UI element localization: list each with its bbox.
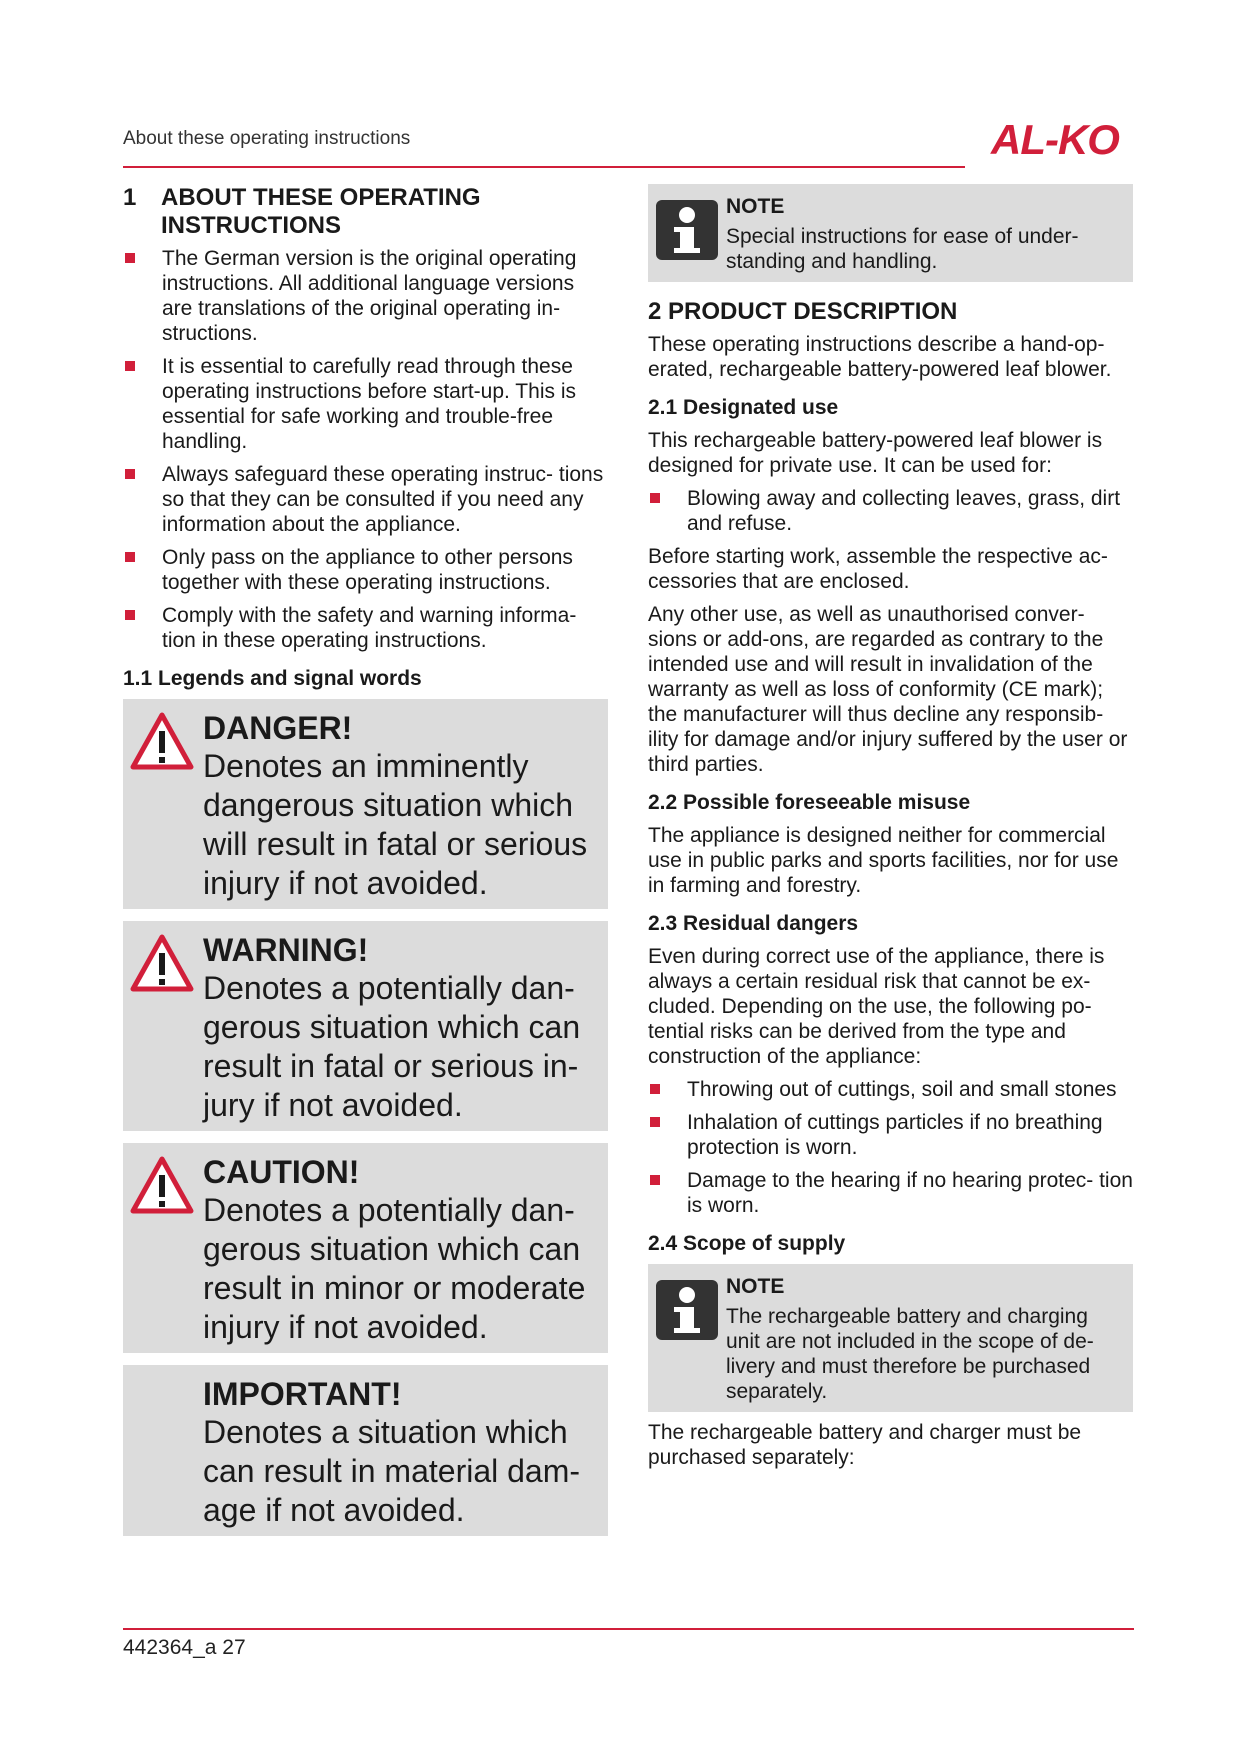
- warning-title: WARNING!: [203, 932, 369, 968]
- supply-note-text: The rechargeable battery and charging unit are not included in the scope of de- livery and must therefore be purchased separately.: [726, 1305, 1094, 1403]
- page-footer: 442364_a 27: [123, 1636, 246, 1659]
- section-1-title-line2: INSTRUCTIONS: [161, 212, 341, 239]
- list-item: Only pass on the appliance to other persons together with these operating instructions.: [123, 545, 608, 595]
- warning-triangle-icon: [129, 711, 195, 771]
- bullet-square-icon: [650, 1175, 660, 1185]
- bullet-square-icon: [125, 361, 135, 371]
- alko-logo: [975, 116, 1135, 162]
- list-item: Always safeguard these operating instruc- tions so that they can be consulted if you need any information about the appliance.: [123, 462, 608, 537]
- section-1-heading: [123, 184, 608, 240]
- bullet-square-icon: [125, 552, 135, 562]
- bullet-square-icon: [125, 253, 135, 263]
- list-item: Throwing out of cuttings, soil and small stones: [648, 1077, 1133, 1102]
- bullet-square-icon: [125, 610, 135, 620]
- warning-triangle-icon: [129, 933, 195, 993]
- residual-dangers-para: Even during correct use of the appliance, there is always a certain residual risk that cannot be ex- cluded. Depending on the use, the following po- tential risks can be derived from the type and construction of the appliance:: [648, 945, 1105, 1068]
- important-title: IMPORTANT!: [203, 1376, 402, 1412]
- section-1-title-line1: ABOUT THESE OPERATING: [161, 184, 481, 211]
- note-text: Special instructions for ease of under- standing and handling.: [726, 225, 1079, 273]
- list-item: Comply with the safety and warning informa- tion in these operating instructions.: [123, 603, 608, 653]
- residual-dangers-bullets: [648, 1077, 1133, 1218]
- list-item: It is essential to carefully read through these operating instructions before start-up. This is essential for safe working and trouble-free handling.: [123, 354, 608, 454]
- logo-text: AL-KO: [991, 116, 1119, 162]
- list-item: The German version is the original operating instructions. All additional language versions are translations of the original operating in- structions.: [123, 246, 608, 346]
- warning-text: Denotes a potentially dan- gerous situation which can result in fatal or serious in- jury if not avoided.: [203, 970, 581, 1123]
- subsection-2-2-heading: 2.2 Possible foreseeable misuse: [648, 791, 971, 814]
- caution-box: [123, 1143, 608, 1353]
- footer-rule: [123, 1628, 1134, 1630]
- important-text: Denotes a situation which can result in material dam- age if not avoided.: [203, 1414, 581, 1528]
- misuse-para: The appliance is designed neither for commercial use in public parks and sports facilities, nor for use in farming and forestry.: [648, 824, 1119, 897]
- supply-note-title: NOTE: [726, 1275, 785, 1298]
- section-2-intro: These operating instructions describe a hand-op- erated, rechargeable battery-powered leaf blower.: [648, 333, 1112, 381]
- right-column: [648, 184, 1133, 1478]
- list-item: Inhalation of cuttings particles if no breathing protection is worn.: [648, 1110, 1133, 1160]
- subsection-2-4-heading: 2.4 Scope of supply: [648, 1232, 846, 1255]
- danger-box: [123, 699, 608, 909]
- supply-para: The rechargeable battery and charger must be purchased separately:: [648, 1421, 1082, 1469]
- supply-note-box: [648, 1264, 1133, 1412]
- designated-use-para2: Before starting work, assemble the respective ac- cessories that are enclosed.: [648, 545, 1108, 593]
- designated-use-bullets: [648, 486, 1133, 536]
- header-rule: [123, 166, 965, 168]
- bullet-square-icon: [650, 493, 660, 503]
- important-box: [123, 1365, 608, 1536]
- designated-use-para3: Any other use, as well as unauthorised conver- sions or add-ons, are regarded as contrary to the intended use and will result in invalidation of the warranty as well as loss of conformity (CE mark); the manufacturer will thus decline any responsib- ility for damage and/or injury suffered by the user or third parties.: [648, 603, 1128, 776]
- info-icon: [654, 1278, 720, 1342]
- left-column: [123, 184, 608, 1548]
- caution-title: CAUTION!: [203, 1154, 360, 1190]
- note-box: [648, 184, 1133, 282]
- danger-title: DANGER!: [203, 710, 353, 746]
- warning-box: [123, 921, 608, 1131]
- caution-text: Denotes a potentially dan- gerous situation which can result in minor or moderate injury if not avoided.: [203, 1192, 586, 1345]
- bullet-square-icon: [650, 1084, 660, 1094]
- list-item: Blowing away and collecting leaves, grass, dirt and refuse.: [648, 486, 1133, 536]
- section-1-number: 1: [123, 184, 137, 211]
- bullet-square-icon: [650, 1117, 660, 1127]
- info-icon: [654, 198, 720, 262]
- section-2-heading: 2 PRODUCT DESCRIPTION: [648, 298, 958, 325]
- subsection-1-1-heading: 1.1 Legends and signal words: [123, 667, 422, 690]
- designated-use-para1: This rechargeable battery-powered leaf blower is designed for private use. It can be used for:: [648, 429, 1103, 477]
- warning-triangle-icon: [129, 1155, 195, 1215]
- section-1-bullets: [123, 246, 608, 653]
- subsection-2-1-heading: 2.1 Designated use: [648, 396, 839, 419]
- running-header: About these operating instructions: [123, 128, 411, 149]
- bullet-square-icon: [125, 469, 135, 479]
- subsection-2-3-heading: 2.3 Residual dangers: [648, 912, 859, 935]
- note-title: NOTE: [726, 195, 785, 218]
- danger-text: Denotes an imminently dangerous situation which will result in fatal or serious injury if not avoided.: [203, 748, 588, 901]
- list-item: Damage to the hearing if no hearing protec- tion is worn.: [648, 1168, 1133, 1218]
